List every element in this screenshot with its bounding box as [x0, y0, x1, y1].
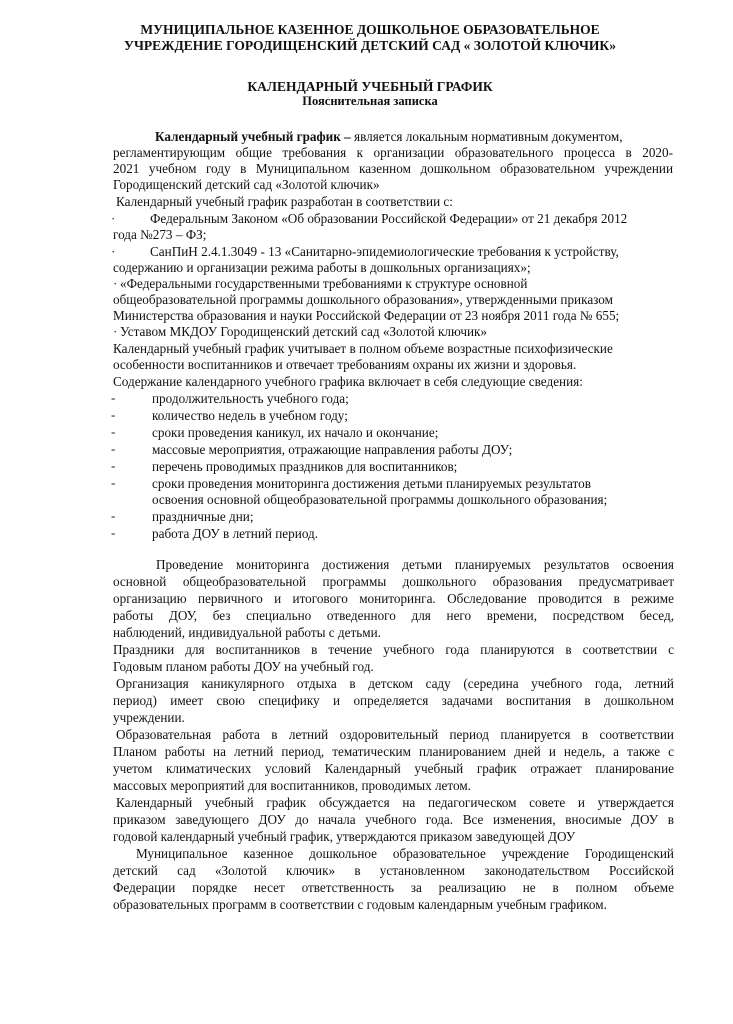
monitoring-line-3: организацию первичного и итогового мониторинга. Обследование проводится в режиме	[113, 591, 674, 606]
bullet-dash: -	[111, 475, 116, 490]
basis-1-line-1: Федеральным Законом «Об образовании Российской Федерации» от 21 декабря 2012	[150, 211, 628, 226]
content-intro: Содержание календарного учебного графика включает в себя следующие сведения:	[113, 374, 583, 389]
bullet-dash: -	[111, 424, 116, 439]
consider-line-1: Календарный учебный график учитывает в полном объеме возрастные психофизические	[113, 341, 613, 356]
org-line-2: УЧРЕЖДЕНИЕ ГОРОДИЩЕНСКИЙ ДЕТСКИЙ САД « ЗОЛОТОЙ КЛЮЧИК»	[124, 38, 616, 53]
list-item-8: работа ДОУ в летний период.	[152, 526, 319, 541]
summer-line-3: учетом климатических условий Календарный учебный график отражает планирование	[113, 761, 674, 776]
bullet-dash: -	[111, 390, 116, 405]
bullet-dash: -	[111, 407, 116, 422]
basis-1-line-2: года №273 – ФЗ;	[113, 227, 207, 242]
list-item-5: перечень проводимых праздников для воспитанников;	[152, 459, 458, 474]
bullet-dot: ·	[111, 244, 116, 259]
monitoring-line-2: основной общеобразовательной программы дошкольного образования предусматривает	[113, 574, 674, 589]
list-item-7: праздничные дни;	[152, 509, 254, 524]
intro-line-3: 2021 учебном году в Муниципальном казенном дошкольном образовательном учреждении	[113, 161, 673, 176]
responsibility-line-2: детский сад «Золотой ключик» в установленном законодательством Российской	[113, 863, 674, 878]
bullet-dash: -	[111, 458, 116, 473]
basis-3-line-2: общеобразовательной программы дошкольного образования», утвержденными приказом	[113, 292, 613, 307]
vacation-line-3: учреждении.	[113, 710, 185, 725]
summer-line-4: массовых мероприятий для воспитанников, проводимых летом.	[113, 778, 471, 793]
bullet-dot: ·	[113, 276, 118, 291]
basis-4: Уставом МКДОУ Городищенский детский сад «Золотой ключик»	[120, 324, 488, 339]
basis-intro: Календарный учебный график разработан в соответствии с:	[116, 194, 453, 209]
monitoring-line-4: работы ДОУ, без специально отведенного для него времени, посредством бесед,	[113, 608, 674, 623]
organization-name	[90, 22, 650, 54]
list-item-6-line-2: освоения основной общеобразовательной программы дошкольного образования;	[152, 492, 608, 507]
responsibility-line-3: Федерации порядке несет ответственность за реализацию не в полном объеме	[113, 880, 674, 895]
list-item-4: массовые мероприятия, отражающие направления работы ДОУ;	[152, 442, 513, 457]
approval-line-1: Календарный учебный график обсуждается на педагогическом совете и утверждается	[116, 795, 674, 810]
bullet-dash: -	[111, 508, 116, 523]
intro-rest: является локальным нормативным документом,	[350, 129, 623, 144]
basis-2-line-2: содержанию и организации режима работы в дошкольных организациях»;	[113, 260, 531, 275]
list-item-1: продолжительность учебного года;	[152, 391, 349, 406]
list-item-3: сроки проведения каникул, их начало и окончание;	[152, 425, 439, 440]
summer-line-2: Планом работы на летний период, тематическим планированием дней и недель, а также с	[113, 744, 674, 759]
intro-bold-term: Календарный учебный график –	[155, 129, 351, 144]
bullet-dash: -	[111, 441, 116, 456]
intro-line-4: Городищенский детский сад «Золотой ключик»	[113, 177, 380, 192]
monitoring-line-5: наблюдений, индивидуальной работы с детьми.	[113, 625, 381, 640]
bullet-dot: ·	[111, 211, 116, 226]
consider-line-2: особенности воспитанников и отвечает требованиям охраны их жизни и здоровья.	[113, 357, 577, 372]
holidays-line-1: Праздники для воспитанников в течение учебного года планируются в соответствии с	[113, 642, 674, 657]
list-item-2: количество недель в учебном году;	[152, 408, 348, 423]
vacation-line-1: Организация каникулярного отдыха в детском саду (середина учебного года, летний	[116, 676, 674, 691]
vacation-line-2: период) имеет свою специфику и определяется задачами воспитания в дошкольном	[113, 693, 674, 708]
basis-3-line-1: «Федеральными государственными требованиями к структуре основной	[120, 276, 528, 291]
basis-2-line-1: СанПиН 2.4.1.3049 - 13 «Санитарно-эпидемиологические требования к устройству,	[150, 244, 619, 259]
approval-line-2: приказом заведующего ДОУ до начала учебного года. Все изменения, вносимые ДОУ в	[113, 812, 674, 827]
responsibility-line-4: образовательных программ в соответствии с годовым календарным учебным графиком.	[113, 897, 607, 912]
holidays-line-2: Годовым планом работы ДОУ на учебный год.	[113, 659, 374, 674]
document-subtitle: Пояснительная записка	[302, 94, 438, 108]
bullet-dot: ·	[113, 324, 118, 339]
approval-line-3: годовой календарный учебный график, утверждаются приказом заведующей ДОУ	[113, 829, 576, 844]
monitoring-line-1: Проведение мониторинга достижения детьми планируемых результатов освоения	[156, 557, 674, 572]
bullet-dash: -	[111, 525, 116, 540]
org-line-1: МУНИЦИПАЛЬНОЕ КАЗЕННОЕ ДОШКОЛЬНОЕ ОБРАЗОВАТЕЛЬНОЕ	[140, 22, 600, 37]
responsibility-line-1: Муниципальное казенное дошкольное образовательное учреждение Городищенский	[136, 846, 674, 861]
intro-line-1	[155, 128, 623, 145]
list-item-6-line-1: сроки проведения мониторинга достижения детьми планируемых результатов	[152, 476, 591, 491]
intro-line-2: регламентирующим общие требования к организации образовательного процесса в 2020-	[113, 145, 673, 160]
document-title: КАЛЕНДАРНЫЙ УЧЕБНЫЙ ГРАФИК	[247, 79, 493, 94]
basis-3-line-3: Министерства образования и науки Российской Федерации от 23 ноября 2011 года № 655;	[113, 308, 620, 323]
summer-line-1: Образовательная работа в летний оздоровительный период планируется в соответствии	[116, 727, 674, 742]
